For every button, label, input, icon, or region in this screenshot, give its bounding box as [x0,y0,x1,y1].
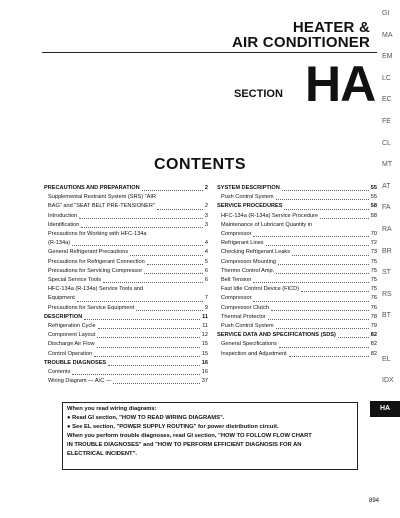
toc-entry[interactable] [44,359,208,368]
side-tab[interactable]: EL [382,355,391,363]
toc-leader-dots [136,310,203,311]
notice-line: ELECTRICAL INCIDENT". [67,451,137,457]
toc-entry-title: TROUBLE DIAGNOSES [44,359,107,366]
toc-entry[interactable] [217,276,377,285]
toc-leader-dots [278,264,369,265]
toc-entry-page: 58 [370,212,377,219]
toc-entry-page: 16 [201,369,208,376]
toc-entry-title: SYSTEM DESCRIPTION [217,185,280,191]
toc-leader-dots [253,282,368,283]
toc-entry[interactable] [217,248,377,257]
toc-right-column [217,184,377,359]
toc-leader-dots [338,337,369,338]
toc-leader-dots [289,356,369,357]
toc-entry-page: 37 [201,378,208,385]
toc-leader-dots [147,264,203,265]
toc-entry-title: (R-134a) [48,240,71,247]
toc-entry-page: 7 [204,295,208,302]
toc-entry-title: HFC-134a (R-134a) Service Procedure [221,212,318,219]
toc-entry[interactable] [217,258,377,267]
toc-entry[interactable] [44,276,208,285]
toc-entry[interactable] [217,267,377,276]
toc-entry-page: 82 [370,332,377,339]
toc-leader-dots [284,209,368,210]
toc-entry[interactable] [44,230,208,239]
toc-entry-page: 3 [204,212,208,219]
side-tab[interactable]: EC [382,96,392,104]
toc-entry-title: Precautions for Servicing Compressor [48,267,143,274]
toc-left-column [44,184,208,386]
toc-leader-dots [144,273,203,274]
toc-entry-page: 75 [370,286,377,293]
section-title-line2: AIR CONDITIONER [232,34,370,51]
toc-entry-title: Checking Refrigerant Leaks [221,249,291,256]
toc-entry-page: 6 [204,277,208,284]
header-rule [42,52,377,53]
side-tab[interactable]: ST [382,269,391,277]
toc-entry-title: Component Layout [48,332,96,339]
toc-leader-dots [276,199,369,200]
toc-entry-title: SERVICE DATA AND SPECIFICATIONS (SDS) [217,332,336,339]
toc-entry-title: Supplemental Restraint System (SRS) "AIR [48,194,156,201]
side-tab[interactable]: MT [382,161,393,169]
toc-leader-dots [103,282,203,283]
toc-entry-page: 75 [370,258,377,265]
toc-entry-title: Belt Tension [221,277,252,284]
notice-line: ● See EL section, "POWER SUPPLY ROUTING" for power distribution circuit. [67,424,279,430]
side-tab[interactable]: AT [382,182,391,190]
toc-entry[interactable] [217,202,377,211]
toc-leader-dots [292,255,369,256]
toc-entry[interactable] [217,322,377,331]
toc-leader-dots [79,218,203,219]
toc-entry-page: 11 [202,323,208,330]
wiring-diagram-notice [62,402,358,470]
toc-entry[interactable] [44,184,208,193]
toc-entry-continuation[interactable] [44,294,208,303]
side-tab[interactable]: IDX [382,377,394,385]
toc-entry-page: 15 [201,341,208,348]
side-tab[interactable]: GI [382,10,390,17]
toc-entry-continuation[interactable] [44,202,208,211]
toc-entry-page: 75 [370,267,377,274]
toc-entry-title: Refrigerant Lines [221,240,264,247]
toc-entry[interactable] [44,331,208,340]
toc-leader-dots [130,255,203,256]
toc-entry[interactable] [44,193,208,202]
toc-entry[interactable] [217,331,377,340]
toc-entry[interactable] [44,258,208,267]
toc-entry[interactable] [44,350,208,359]
toc-entry-page: 6 [204,267,208,274]
toc-entry-title: SERVICE PROCEDURES [217,203,283,210]
toc-leader-dots [268,319,369,320]
side-tab[interactable]: BR [382,247,392,255]
toc-entry-page: 70 [370,231,377,238]
toc-entry-title: Control Operation [48,350,93,357]
toc-entry[interactable] [217,193,377,202]
toc-leader-dots [94,356,200,357]
toc-entry-page: 12 [201,332,208,339]
notice-line: When you read wiring diagrams: [67,406,157,412]
toc-entry-page: 75 [370,277,377,284]
toc-entry[interactable] [44,313,208,322]
section-title-line1: HEATER & [292,19,370,36]
toc-leader-dots [72,245,203,246]
toc-entry[interactable] [217,212,377,221]
toc-leader-dots [97,347,200,348]
toc-leader-dots [253,236,368,237]
toc-entry-continuation[interactable] [217,230,377,239]
toc-leader-dots [98,328,201,329]
side-tab[interactable]: FE [382,118,391,125]
toc-entry[interactable] [44,285,208,294]
toc-entry-page: 55 [370,185,377,191]
toc-leader-dots [279,347,369,348]
toc-entry-title: Contents [48,369,71,376]
toc-leader-dots [157,209,203,210]
side-tab[interactable]: LC [382,74,391,82]
toc-leader-dots [97,337,199,338]
toc-entry-title: Compressor [221,295,252,302]
toc-entry-title: Identification [48,221,80,228]
toc-entry-title: Refrigeration Cycle [48,323,96,330]
toc-entry-page: 78 [370,313,377,320]
toc-entry[interactable] [44,212,208,221]
toc-leader-dots [282,190,369,191]
toc-leader-dots [77,301,203,302]
notice-line: IN TROUBLE DIAGNOSES" and "HOW TO PERFORM EFFICIENT DIAGNOSIS FOR AN [67,442,302,448]
page-number: 894 [369,498,380,504]
toc-entry[interactable] [217,350,377,359]
toc-entry-page: 76 [370,295,377,302]
toc-entry[interactable] [217,285,377,294]
section-code: HA [305,56,376,112]
side-tab[interactable]: BT [382,312,391,320]
toc-entry[interactable] [217,304,377,313]
toc-entry[interactable] [44,267,208,276]
toc-entry-title: Equipment [48,295,75,302]
toc-entry[interactable] [44,377,208,386]
toc-leader-dots [253,301,368,302]
side-tab-active[interactable]: HA [370,401,400,417]
side-tab[interactable]: RA [382,226,392,233]
toc-entry-title: Compressor Clutch [221,304,269,311]
toc-entry-title: Maintenance of Lubricant Quantity in [221,221,313,228]
toc-entry-page: 79 [370,323,377,330]
toc-entry-title: PRECAUTIONS AND PREPARATION [44,185,140,191]
notice-line: ● Read GI section, "HOW TO READ WIRING DIAGRAMS". [67,415,225,421]
toc-leader-dots [276,273,369,274]
section-label: SECTION [234,88,283,100]
toc-leader-dots [84,319,200,320]
toc-leader-dots [108,365,200,366]
toc-leader-dots [142,190,203,191]
toc-entry-page: 55 [370,194,377,201]
toc-entry-page: 16 [201,359,208,366]
toc-entry-page: 4 [204,240,208,247]
toc-entry-page: 73 [370,249,377,256]
side-tab[interactable]: CL [382,139,391,147]
toc-entry-title: Fast Idle Control Device (FICD) [221,286,300,293]
toc-entry-page: 3 [204,221,208,228]
toc-entry-page: 2 [204,185,208,191]
toc-entry-page: 5 [204,258,208,265]
toc-entry-page: 72 [370,240,377,247]
toc-entry-page: 58 [370,203,377,210]
contents-heading: CONTENTS [154,156,246,173]
toc-entry-title: Compressor [221,231,252,238]
toc-entry-title: Precautions for Working with HFC-134a [48,231,147,238]
toc-entry-page: 9 [204,304,208,311]
toc-entry-title: Precautions for Refrigerant Connection [48,258,145,265]
toc-entry-title: Wiring Diagram — A/C — [48,378,112,385]
toc-entry-title: Compressor Mounting [221,258,277,265]
toc-entry-page: 4 [204,249,208,256]
toc-entry[interactable] [217,184,377,193]
toc-entry[interactable] [217,313,377,322]
toc-entry-title: Special Service Tools [48,277,102,284]
toc-entry-title: Push Control System [221,194,274,201]
toc-entry-page: 2 [204,203,208,210]
toc-entry-page: 15 [201,350,208,357]
side-tab[interactable]: FA [382,204,391,212]
toc-entry-continuation[interactable] [44,239,208,248]
toc-entry[interactable] [217,294,377,303]
toc-entry-title: HFC-134a (R-134a) Service Tools and [48,286,144,293]
toc-leader-dots [113,383,199,384]
toc-leader-dots [276,328,369,329]
toc-leader-dots [271,310,369,311]
toc-entry[interactable] [217,221,377,230]
toc-entry-title: DESCRIPTION [44,313,83,320]
toc-entry-title: Discharge Air Flow [48,341,95,348]
toc-entry-title: Thermo Control Amp. [221,267,275,274]
toc-entry-title: General Specifications [221,341,277,348]
toc-entry[interactable] [44,248,208,257]
toc-entry-title: Thermal Protector [221,313,266,320]
toc-entry-page: 82 [370,341,377,348]
toc-entry[interactable] [217,340,377,349]
toc-entry[interactable] [44,368,208,377]
side-tab[interactable]: RS [382,290,392,298]
toc-entry-title: General Refrigerant Precautions [48,249,129,256]
toc-entry-page: 82 [370,350,377,357]
toc-entry[interactable] [217,239,377,248]
toc-entry[interactable] [44,340,208,349]
toc-entry-title: Push Control System [221,323,274,330]
toc-leader-dots [266,245,369,246]
toc-entry-title: Precautions for Service Equipment [48,304,135,311]
toc-entry-title: Inspection and Adjustment [221,350,287,357]
toc-entry-title: Introduction [48,212,78,219]
toc-leader-dots [301,291,369,292]
toc-entry[interactable] [44,322,208,331]
toc-entry-page: 76 [370,304,377,311]
notice-line: When you perform trouble diagnoses, read GI section, "HOW TO FOLLOW FLOW CHART [67,433,312,439]
toc-leader-dots [72,374,199,375]
side-tab[interactable]: EM [382,53,393,61]
toc-entry-title: BAG" and "SEAT BELT PRE-TENSIONER" [48,203,155,210]
toc-entry-page: 11 [202,313,208,320]
toc-leader-dots [81,227,202,228]
toc-leader-dots [320,218,369,219]
toc-entry[interactable] [44,221,208,230]
toc-entry[interactable] [44,304,208,313]
side-tab[interactable]: MA [382,31,393,39]
